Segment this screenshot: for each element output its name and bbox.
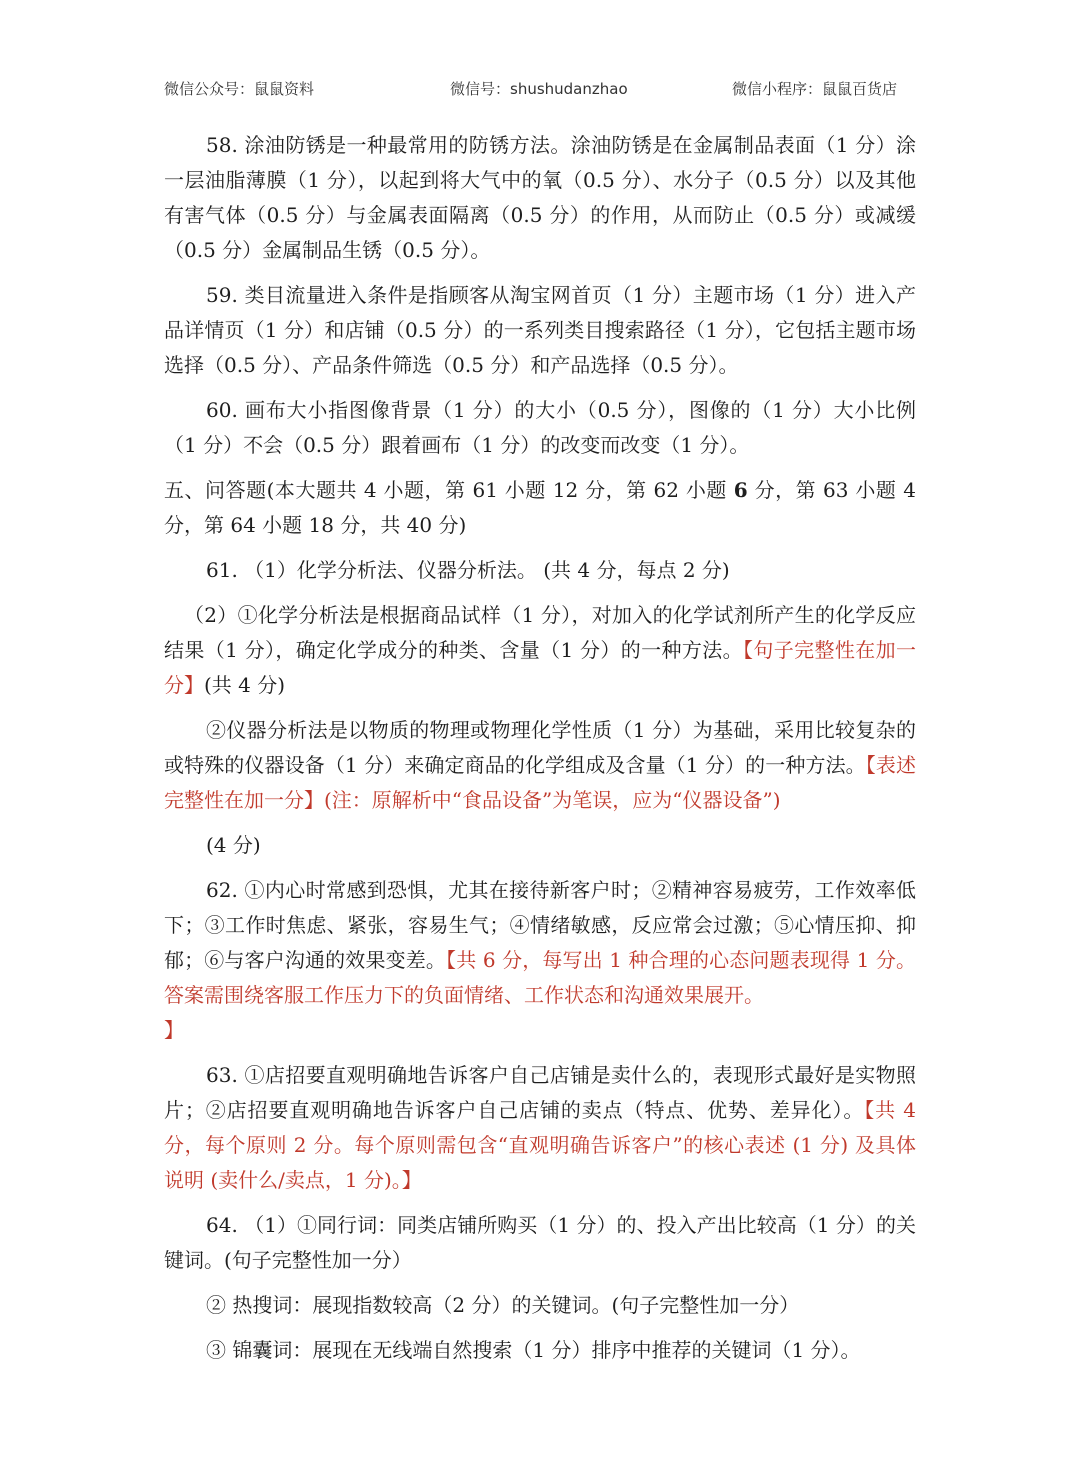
answer-64-part1: 64. （1）①同行词：同类店铺所购买（1 分）的、投入产出比较高（1 分）的关键词。(句子完整性加一分）	[164, 1213, 916, 1272]
answer-body	[164, 128, 916, 1378]
answer-63-note: 【共 4 分，每个原则 2 分。每个原则需包含“直观明确告诉客户”的核心表述 (1 分) 及具体说明 (卖什么/卖点，1 分)。】	[164, 1098, 917, 1192]
answer-61-part2-score: (共 4 分)	[204, 673, 286, 697]
answer-59: 59. 类目流量进入条件是指顾客从淘宝网首页（1 分）主题市场（1 分）进入产品详情页（1 分）和店铺（0.5 分）的一系列类目搜索路径（1 分），它包括主题市场选择（0.5 分）、产品条件筛选（0.5 分）和产品选择（0.5 分）。	[164, 283, 916, 377]
section-five-text-a: 五、问答题(本大题共 4 小题，第 61 小题 12 分，第 62 小题	[164, 478, 734, 502]
answer-61-part3-text: ②仪器分析法是以物质的物理或物理化学性质（1 分）为基础，采用比较复杂的或特殊的仪器设备（1 分）来确定商品的化学组成及含量（1 分）的一种方法。	[164, 718, 916, 777]
answer-62-note-close: 】	[164, 1018, 184, 1042]
answer-61-part2-note: 【句子完整性在加一分】	[164, 638, 917, 697]
answer-58: 58. 涂油防锈是一种最常用的防锈方法。涂油防锈是在金属制品表面（1 分）涂一层油脂薄膜（1 分），以起到将大气中的氧（0.5 分）、水分子（0.5 分）以及其他有害气体（0.5 分）与金属表面隔离（0.5 分）的作用，从而防止（0.5 分）或减缓（0.5 分）金属制品生锈（0.5 分）。	[164, 133, 916, 262]
answer-62-text: 62. ①内心时常感到恐惧，尤其在接待新客户时；②精神容易疲劳，工作效率低下；③工作时焦虑、紧张，容易生气；④情绪敏感，反应常会过激；⑤心情压抑、抑郁；⑥与客户沟通的效果变差。	[164, 878, 916, 972]
answer-61-part2-text: （2）①化学分析法是根据商品试样（1 分），对加入的化学试剂所产生的化学反应结果（1 分），确定化学成分的种类、含量（1 分）的一种方法。	[164, 603, 916, 662]
answer-61-part3	[164, 713, 916, 818]
answer-61-part3-note: 【表述完整性在加一分】(注：原解析中“食品设备”为笔误，应为“仪器设备”)	[164, 753, 917, 812]
answer-61-part1: 61. （1）化学分析法、仪器分析法。 (共 4 分，每点 2 分)	[206, 558, 730, 582]
section-five-text-c: 分，第 63 小题 4 分，第 64 小题 18 分，共 40 分)	[164, 478, 916, 537]
header-wechat-account: 微信公众号：鼠鼠资料	[164, 80, 315, 98]
page-header	[0, 78, 1080, 102]
answer-63-text: 63. ①店招要直观明确地告诉客户自己店铺是卖什么的，表现形式最好是实物照片；②店招要直观明确地告诉客户自己店铺的卖点（特点、优势、差异化）。	[164, 1063, 916, 1122]
answer-63	[164, 1058, 916, 1198]
section-five-heading	[164, 473, 916, 543]
answer-64-part3: ③ 锦囊词：展现在无线端自然搜索（1 分）排序中推荐的关键词（1 分）。	[206, 1338, 861, 1362]
answer-64-part2: ② 热搜词：展现指数较高（2 分）的关键词。(句子完整性加一分）	[206, 1293, 800, 1317]
answer-60: 60. 画布大小指图像背景（1 分）的大小（0.5 分），图像的（1 分）大小比例（1 分）不会（0.5 分）跟着画布（1 分）的改变而改变（1 分）。	[164, 398, 916, 457]
answer-62	[164, 873, 916, 1048]
header-wechat-id: 微信号：shushudanzhao	[450, 80, 628, 98]
answer-61-score: (4 分)	[206, 833, 261, 857]
answer-61-part2	[164, 598, 916, 703]
answer-62-note: 【共 6 分，每写出 1 种合理的心态问题表现得 1 分。答案需围绕客服工作压力下的负面情绪、工作状态和沟通效果展开。	[164, 948, 917, 1007]
section-five-score-bold: 6	[733, 478, 748, 502]
header-mini-program: 微信小程序：鼠鼠百货店	[732, 80, 898, 98]
